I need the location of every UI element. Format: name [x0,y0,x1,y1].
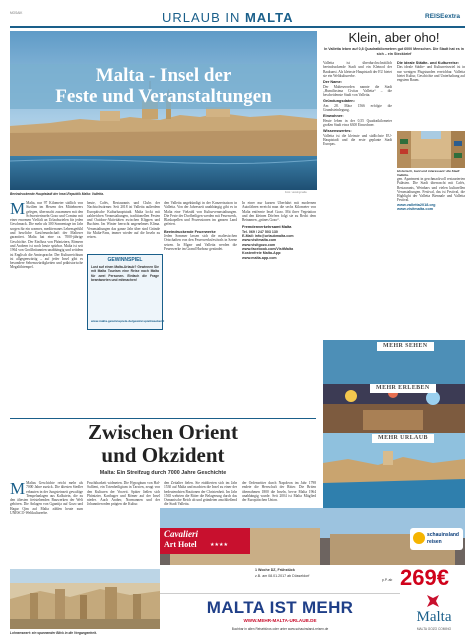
main-col1-text: Malta, nur 97 Kilometer südlich von Sizilien im Herzen des Mittelmeers gelegen, überrascht zusammen mit den Schwesterinseln Gozo und Comino mit einer enormen Vielfalt an Urlaubszielen für jeden Geschmack. Die mehr als 300 Sonnentage im Jahr sorgen für ein warmes, mediterranes Lebensgefühl und herzliche Gastfreundschaft der Malteser garantiert. Malta hat eine ca. 7000-jährige Geschichte. Der Einfluss von Phöniziern, Römern und Arabern ist noch heute spürbar. Malta ist seit 1964 von Großbritannien unabhängig und seitdem ist Englisch die Amtssprache. Der Kulturreichtum ist allgegenwärtig – auf jeder Insel gibt es besondere Sehenswürdigkeiten und prähistorische Megalithtempel. [10,201,83,270]
main-col4-text: In einer nur kurzen Überfahrt mit modernen Autofähren erreicht man die sechs Kilometer von Malta entfernte Insel Gozo. Mit ihrer Vegetation und den kleinen Dörfern folgt sie zu Recht dem Beinamen „grünes Gozo“. [242,201,316,223]
hotel-ad-per-person: p.P. ab [382,578,393,582]
more-see-button[interactable]: MEHR SEHEN [377,342,434,351]
second-col1 [10,481,83,567]
sidebar-photo [397,131,465,168]
contact-line-6[interactable]: www.malta-app.com [242,255,277,260]
contact-line-5: Kostenfreie Malta-App: [242,251,282,256]
sidebar-col2-text: Das ideale Städte- und Kulturreiseziel ist in nur wenigen Flugstunden erreichbar. Valletta bietet Kultur, Geschichte und Unterhaltung auf engstem Raum. [397,65,465,83]
main-col3 [164,201,237,375]
sidebar-col2-heading: Die ideale Städte- und Kulturreise: [397,61,460,65]
second-col3: den Zeitalter fielen. Sie etablierten sich im Jahr 1530 auf Malta und machten die Insel zu einer der bedeutendsten Bastionen der Christenheit. Im Jahr 1565 wehrten die Ritter die Belagerung durch das Osmanische Reich ab und gründeten anschließend die Stadt Valletta. [164,481,237,507]
second-photo-caption: Lohnenswert: ein spannender Blick in die Vergangenheit. [10,631,97,635]
sidebar-title: Klein, aber oho! [348,30,440,45]
malta-logo [403,593,465,637]
main-col1-dropcap: M [10,201,26,218]
coast-photo [323,433,465,508]
sidebar-intro: In Valletta leben auf 0,8 Quadratkilometern gut 6000 Menschen. Die Stadt hat es in sich – ein Steckbrief [324,47,464,56]
hotel-ad-dates: z.B. am 08.01.2017 ab Düsseldorf [255,574,310,578]
sidebar-col2-bottom [397,177,465,313]
sidebar-col2-top [397,61,465,129]
operator-logo-line2: reisen [427,539,442,545]
page-header [10,9,465,29]
main-col3-text2: Jeden Sommer lassen sich die maltesischen Ortschaften von den Feuerwerksfestivals in Szene setzen. In Mgarr und Valletta werden die Feuerwerke im Grand Harbour gezündet. [164,234,237,252]
main-col1 [10,201,83,375]
hotel-ad-bar [160,565,465,592]
hotel-ad-price: 269€ [400,565,449,590]
second-col2: Fruchtbarkeit widmeten. Die Hypogäum von Hal-Saflieni, ein Totenheiligtum in Tarxien, zeugt von den Kulturen der Vorzeit. Später ließen sich Phönizier, Karthager und Römer auf der Insel nieder. Auch Araber, Normannen und der Johanniterorden prägten die Kultur. [87,481,160,507]
promo-text: Lust auf einen Malta-Urlaub? Gewinnen Sie mit Malta Tourism eine Reise nach Malta für zwei Personen. Einfach die Frage beantworten und mitmachen! [91,265,159,282]
operator-logo-line1: schauinsland [427,532,459,538]
second-headline [10,421,316,467]
hotel-ad-badge [160,528,250,554]
second-headline-line2: und Okzident [101,443,225,467]
sidebar-col2-text2: gen. Apartment in geschmackvoll restaurierten Palästen. Die Stadt überrascht mit Cafés, Restaurants, Weinbars und vielen kulturellen Veranstaltungen. Festival, das ist Festival, die Highlight der Valletta Biennale und Valletta Festival. [397,177,465,203]
main-headline-band [10,64,317,109]
second-col1-dropcap: M [10,481,26,498]
hotel-ad-stars: ★★★★ [210,542,228,548]
second-subhead: Malta: Ein Streifzug durch 7000 Jahre Geschichte [99,470,227,476]
contact-line-3[interactable]: www.visitgozo.com [242,242,276,247]
main-headline-line1: Malta - Insel der [95,65,232,86]
contact-line-1[interactable]: E-Mail: info@urlaubmalta.com [242,234,294,239]
hotel-ad-desc: 1 Woche DZ, Frühstück [255,568,295,572]
main-col4 [242,201,316,375]
valletta-harbour-photo [10,31,317,190]
operator-logo [410,528,463,550]
promo-title: GEWINNSPIEL [107,257,143,263]
malta-logo-sub: MALTA GOZO COMINO [416,627,452,631]
sidebar-col1-text: Valletta ist überdurchschnittlich beeindruckende Stadt und ein Kleinod der Baukunst. Als kleinste Hauptstadt der EU bietet sie ein Weltkulturerbe. [323,61,392,78]
promo-link[interactable]: www.malta.gewinnspiele.de/gewinnspiel/weekend [91,319,165,323]
photo-credit: Foto: viewingmalta [285,191,307,194]
more-experience-button[interactable]: MEHR ERLEBEN [370,384,436,393]
hotel-ad-brand: Cavalieri [164,529,198,539]
sidebar-col1 [323,61,392,311]
megalith-temple-photo [10,569,160,629]
sidebar-col1-text5: Valletta ist die kleinste und südlichste EU-Hauptstadt und die erste geplante Stadt Europas. [323,133,392,147]
section-title-emph: MALTA [244,10,294,25]
sidebar-col1-sub1: Der Name: [323,80,342,85]
header-rule [10,26,465,28]
malta-logo-cross-icon [425,593,441,609]
malta-banner[interactable] [160,593,400,638]
second-col1-text: Maltas Geschichte reicht mehr als 7000 Jahre zurück. Die ältesten Siedler erbauten in der Jungsteinzeit gewaltige Tempelanlagen aus Kalkstein, die zu den ältesten freistehenden Bauwerken der Welt gehören. Die Anlagen von Ggantija auf Gozo und Hagar Qim auf Malta zählen heute zum UNESCO-Weltkulturerbe. [10,481,83,516]
main-col3-text: den Valletta angekündigt in der Konzertsaison in Valletta. Von der Jahreszeit unabhängig gibt es in Malta eine Vielzahl von Kulturveranstaltungen. Die Feste der Dorfheiligen werden mit Feuerwerk, Blaskapellen und Prozessionen im ganzen Land gefeiert. [164,201,237,227]
sidebar-col1-text4: Heute leben in der 0,55 Quadratkilometer großen Stadt etwa 6300 Einwohner. [323,118,392,128]
sidebar-col1-sub2: Gründungsdaten: [323,99,355,104]
operator-logo-mark [413,532,425,544]
second-col4: der Ordensritter durch Napoleon im Jahr 1798 endete die Herrschaft der Ritter. Die Briten übernahmen 1800 die Inseln, bevor Malta 1964 unabhängig wurde. Seit 2004 ist Malta Mitglied der Europäischen Union. [242,481,316,503]
hotel-ad[interactable] [160,508,465,592]
main-col2: heute, Cafés, Restaurants und Clubs der Nachtschwärmer. Seit 2018 ist Valletta außerdem Europäische Kulturhauptstadt. Malta lockt mit zahlreichen Veranstaltungen, traditionellen Festen und Outdoor-Aktivitäten zwischen Klippen und Buchten. Im Winter herrscht angenehmes Klima. Veranstaltungen das ganze Jahr über sind Gründe für Malta-Fans, immer wieder auf die Inseln zu reisen. [87,201,160,240]
more-holiday-button[interactable]: MEHR URLAUB [372,434,434,443]
main-photo-caption: Beeindruckende Hauptstadt der Insel-Republik Malta: Valletta. [10,192,104,196]
banner-sub: Buchbar in allen Reisebüros oder unter www.schauinsland-reisen.de [231,627,329,631]
contact-line-2[interactable]: www.visitmalta.com [242,238,277,243]
reise-extra-label: REISEextra [425,13,461,20]
contact-line-0: Tel. 069 / 247 503 130 [242,229,278,234]
sidebar-col1-text2: Der Malteserorden nannte die Stadt „Humilissima Civitas Valletta“ – die bescheidenste Stadt von Valletta. [323,84,392,98]
contact-line-4[interactable]: www.facebook.com/VisitMalta [242,247,294,252]
banner-title: MALTA IST MEHR [206,598,354,617]
sidebar-col1-sub4: Wissenswertes: [323,129,352,134]
section-title-prefix: URLAUB IN [162,10,245,25]
second-photo [10,569,160,629]
page-number: MOSAIK [10,11,23,15]
section-title [162,10,294,25]
contact-heading: Fremdenverkehrsamt Malta [242,225,292,230]
main-col3-subheading: Beeindruckende Feuerwerke [164,229,216,234]
malta-logo-text: Malta [416,609,452,625]
second-article-rule [10,418,316,419]
main-headline-line2: Feste und Veranstaltungen [55,86,272,107]
sidebar-col1-text3: Am 28. März 1566 erfolgte die Grundsteinlegung. [323,103,392,113]
sidebar-col1-sub3: Einwohner: [323,114,344,119]
sidebar-photo-3 [323,433,465,508]
second-headline-line1: Zwischen Orient [88,420,238,444]
malta-cross-icon [425,593,441,609]
sidebar-photo-caption: Historisch, bunt und interessant: die Stadt Valletta. [397,169,460,178]
promo-box [87,254,163,330]
valletta-street-photo [397,131,465,168]
sidebar-link-1[interactable]: www.visitmalta.com [397,207,434,212]
banner-url: WWW.MEHR-MALTA-URLAUB.DE [243,618,317,623]
main-headline [10,65,317,107]
sidebar-link-0[interactable]: www.valletta2018.org [397,202,436,207]
main-photo [10,31,317,190]
hotel-ad-name: Art Hotel [164,540,197,549]
